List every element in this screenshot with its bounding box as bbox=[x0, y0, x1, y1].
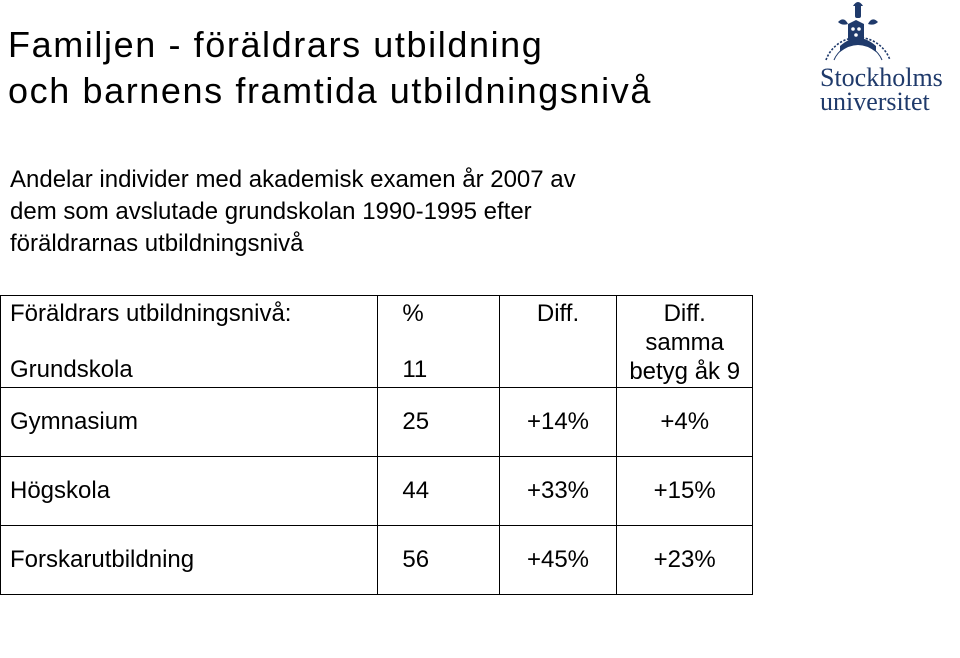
table-caption-line-3: föräldrarnas utbildningsnivå bbox=[10, 230, 304, 257]
row-level-forskarutbildning: Forskarutbildning bbox=[1, 526, 378, 595]
table-caption-line-2: dem som avslutade grundskolan 1990-1995 efter bbox=[10, 198, 532, 225]
page-title bbox=[8, 22, 652, 114]
logo-wordmark bbox=[820, 63, 943, 116]
stockholm-university-seal-icon bbox=[818, 0, 898, 66]
header-diff-cell bbox=[499, 296, 617, 388]
row-diff-gymnasium: +14% bbox=[499, 388, 617, 457]
row-diff-same-hogskola: +15% bbox=[617, 457, 753, 526]
page-title-line-1: Familjen - föräldrars utbildning bbox=[8, 24, 544, 65]
header-diff-same-grades-cell bbox=[617, 296, 753, 388]
header-parent-education: Föräldrars utbildningsnivå: bbox=[10, 300, 292, 327]
table-row-gymnasium bbox=[1, 388, 753, 457]
logo-wordmark-line-2: universitet bbox=[820, 87, 930, 116]
page-title-line-2: och barnens framtida utbildningsnivå bbox=[8, 70, 652, 111]
header-parent-education-cell bbox=[1, 296, 378, 388]
row-diff-same-gymnasium: +4% bbox=[617, 388, 753, 457]
header-diff-same-line-3: betyg åk 9 bbox=[629, 358, 741, 385]
table-header-row bbox=[1, 296, 753, 388]
table-caption bbox=[10, 164, 576, 260]
header-percent: % bbox=[402, 300, 424, 327]
table-row-forskarutbildning bbox=[1, 526, 753, 595]
row-diff-hogskola: +33% bbox=[499, 457, 617, 526]
table-row-hogskola bbox=[1, 457, 753, 526]
header-diff: Diff. bbox=[536, 300, 580, 327]
logo-wordmark-line-1: Stockholms bbox=[820, 63, 943, 92]
row-percent-gymnasium: 25 bbox=[378, 388, 499, 457]
row-level-gymnasium: Gymnasium bbox=[1, 388, 378, 457]
row-diff-same-forskarutbildning: +23% bbox=[617, 526, 753, 595]
header-percent-cell bbox=[378, 296, 499, 388]
education-table bbox=[0, 295, 753, 595]
row-diff-forskarutbildning: +45% bbox=[499, 526, 617, 595]
table-caption-line-1: Andelar individer med akademisk examen år 2007 av bbox=[10, 166, 576, 193]
header-diff-same-line-1: Diff. bbox=[663, 300, 706, 327]
row-percent-forskarutbildning: 56 bbox=[378, 526, 499, 595]
stockholm-university-logo bbox=[812, 0, 960, 118]
row-percent-grundskola: 11 bbox=[402, 356, 428, 383]
row-level-hogskola: Högskola bbox=[1, 457, 378, 526]
header-diff-same-line-2: samma bbox=[645, 329, 725, 356]
row-level-grundskola: Grundskola bbox=[10, 356, 133, 383]
row-percent-hogskola: 44 bbox=[378, 457, 499, 526]
